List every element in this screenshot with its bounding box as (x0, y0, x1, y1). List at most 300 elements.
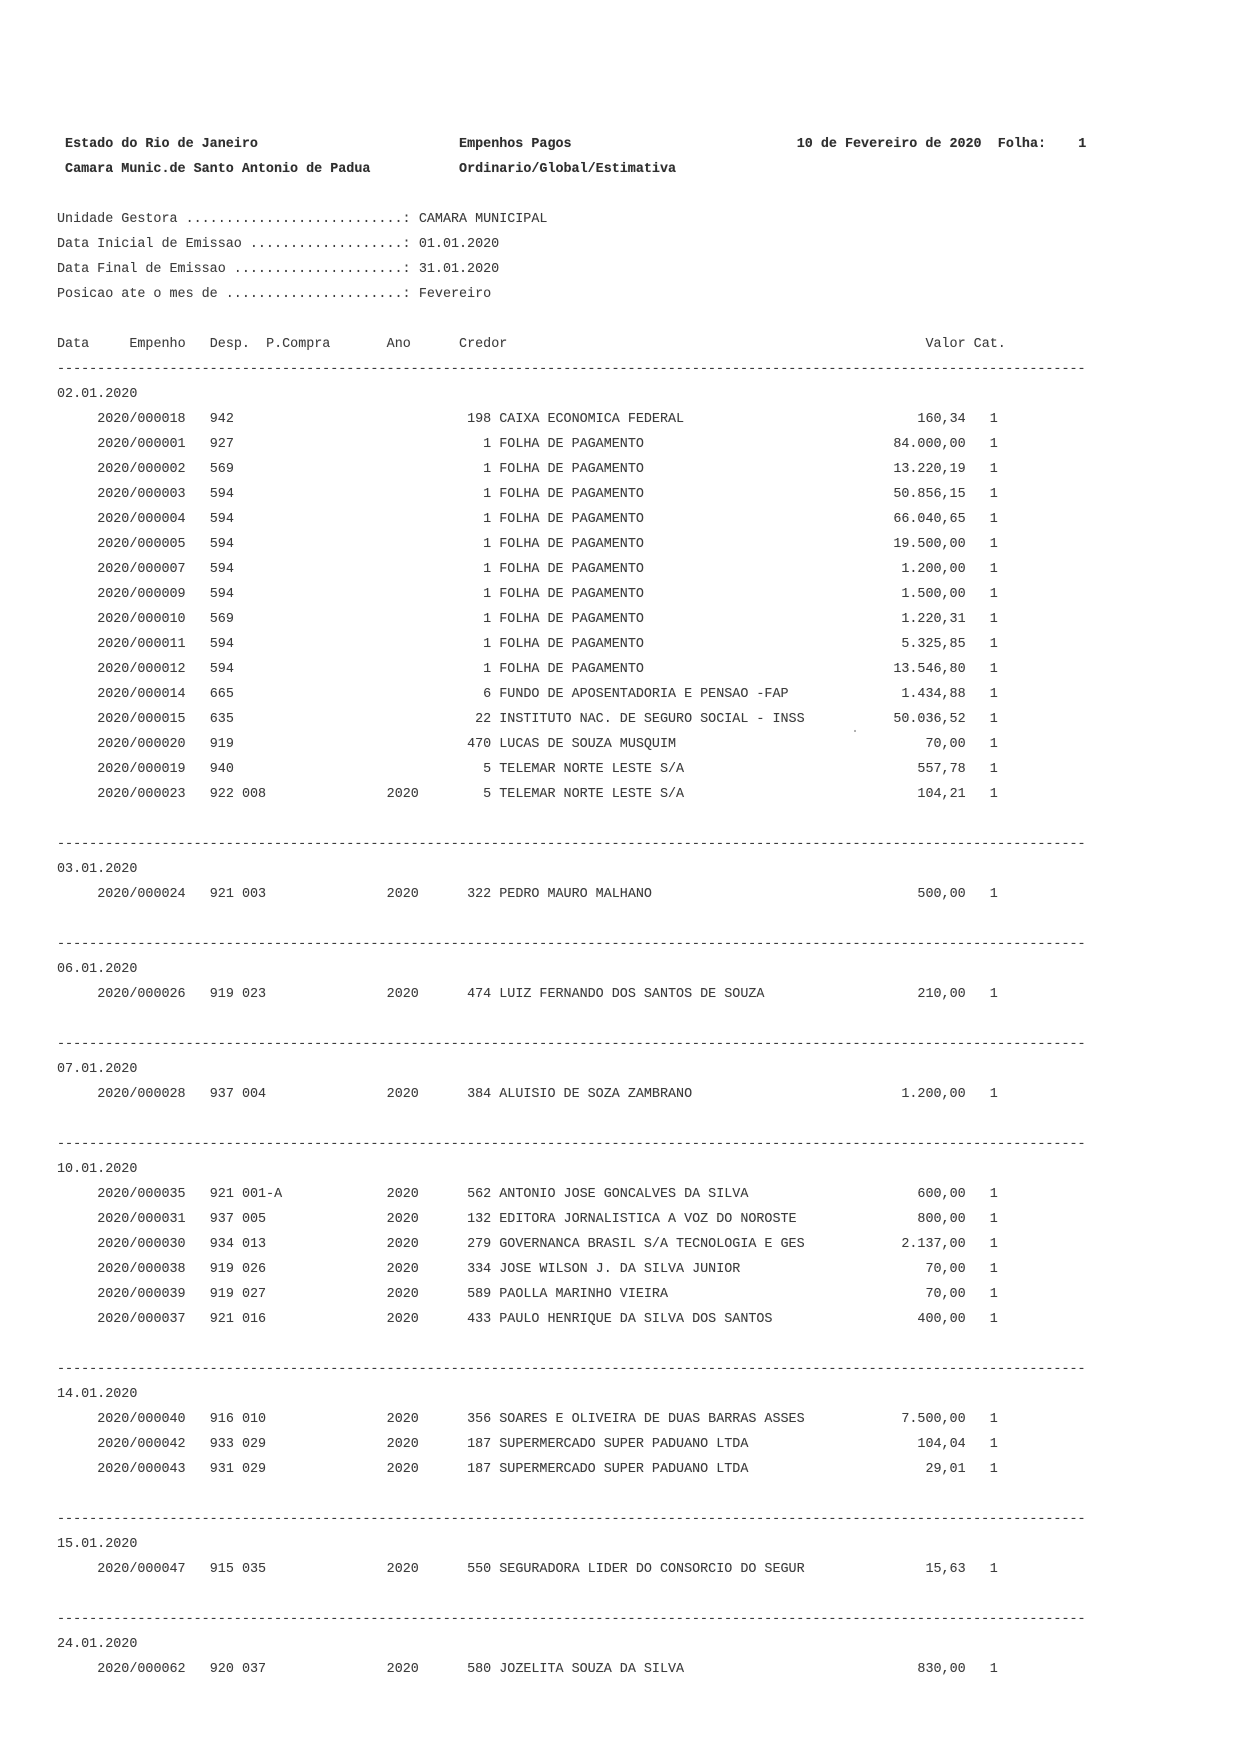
cat-cell: 1 (989, 1212, 998, 1227)
date-heading-line (0, 1632, 1240, 1657)
valor-cell: 70,00 (925, 737, 966, 752)
valor-cell: 800,00 (917, 1212, 966, 1227)
valor-cell: 70,00 (925, 1287, 966, 1302)
cat-cell: 1 (989, 1437, 998, 1452)
valor-cell: 400,00 (917, 1312, 966, 1327)
report-title: Empenhos Pagos (459, 137, 572, 152)
filter-label: Posicao ate o mes de ......................: (57, 287, 411, 302)
desp-cell: 594 (209, 587, 234, 602)
report-header-line-1 (0, 132, 1240, 157)
desp-cell: 594 (209, 512, 234, 527)
date-heading-line (0, 1057, 1240, 1082)
folha-number: 1 (1078, 137, 1087, 152)
credor-code-cell: 1 (483, 662, 492, 677)
pcompra-cell: 035 (241, 1562, 267, 1577)
cat-cell: 1 (989, 1562, 998, 1577)
table-row (0, 532, 1240, 557)
org-subname: Camara Munic.de Santo Antonio de Padua (65, 162, 371, 177)
empenho-cell: 2020/000047 (97, 1562, 186, 1577)
date-heading: 10.01.2020 (57, 1162, 138, 1177)
empenho-cell: 2020/000030 (97, 1237, 186, 1252)
col-desp: Desp. (209, 337, 250, 352)
cat-cell: 1 (989, 462, 998, 477)
empenho-cell: 2020/000012 (97, 662, 186, 677)
pcompra-cell: 016 (241, 1312, 267, 1327)
desp-cell: 933 (209, 1437, 234, 1452)
desp-cell: 919 (209, 1287, 234, 1302)
org-name: Estado do Rio de Janeiro (65, 137, 258, 152)
empenho-cell: 2020/000019 (97, 762, 186, 777)
valor-cell: 13.220,19 (893, 462, 966, 477)
table-row (0, 1432, 1240, 1457)
pcompra-cell: 023 (241, 987, 267, 1002)
table-row (0, 757, 1240, 782)
credor-name-cell: SEGURADORA LIDER DO CONSORCIO DO SEGUR (499, 1562, 805, 1577)
ano-cell: 2020 (386, 1287, 419, 1302)
credor-code-cell: 1 (483, 637, 492, 652)
filter-line (0, 282, 1240, 307)
cat-cell: 1 (989, 612, 998, 627)
credor-code-cell: 1 (483, 537, 492, 552)
table-row (0, 732, 1240, 757)
cat-cell: 1 (989, 637, 998, 652)
credor-code-cell: 384 (467, 1087, 492, 1102)
cat-cell: 1 (989, 587, 998, 602)
table-row (0, 1657, 1240, 1682)
table-row (0, 782, 1240, 807)
empenho-cell: 2020/000018 (97, 412, 186, 427)
pcompra-cell: 001-A (241, 1187, 283, 1202)
desp-cell: 919 (209, 737, 234, 752)
cat-cell: 1 (989, 987, 998, 1002)
cat-cell: 1 (989, 762, 998, 777)
desp-cell: 594 (209, 637, 234, 652)
rule-dashes: -------------------------------------------------------------------------------------------------------------------------------- (57, 837, 1086, 852)
credor-code-cell: 334 (467, 1262, 492, 1277)
empenho-cell: 2020/000062 (97, 1662, 186, 1677)
table-row (0, 407, 1240, 432)
credor-name-cell: JOZELITA SOUZA DA SILVA (499, 1662, 685, 1677)
valor-cell: 7.500,00 (901, 1412, 966, 1427)
empenho-cell: 2020/000037 (97, 1312, 186, 1327)
rule-dashes: -------------------------------------------------------------------------------------------------------------------------------- (57, 1137, 1086, 1152)
empenho-cell: 2020/000003 (97, 487, 186, 502)
filter-value: 31.01.2020 (418, 262, 500, 277)
desp-cell: 594 (209, 487, 234, 502)
credor-name-cell: LUCAS DE SOUZA MUSQUIM (499, 737, 677, 752)
date-heading: 15.01.2020 (57, 1537, 138, 1552)
cat-cell: 1 (989, 437, 998, 452)
credor-code-cell: 1 (483, 512, 492, 527)
table-row (0, 682, 1240, 707)
table-row (0, 1282, 1240, 1307)
table-row (0, 1182, 1240, 1207)
desp-cell: 919 (209, 1262, 234, 1277)
column-header (0, 332, 1240, 357)
desp-cell: 927 (209, 437, 234, 452)
credor-name-cell: SUPERMERCADO SUPER PADUANO LTDA (499, 1462, 749, 1477)
cat-cell: 1 (989, 487, 998, 502)
cat-cell: 1 (989, 562, 998, 577)
credor-name-cell: PAULO HENRIQUE DA SILVA DOS SANTOS (499, 1312, 773, 1327)
cat-cell: 1 (989, 512, 998, 527)
desp-cell: 920 (209, 1662, 234, 1677)
pcompra-cell: 029 (241, 1437, 267, 1452)
filter-label: Data Inicial de Emissao ...................: (57, 237, 411, 252)
credor-name-cell: CAIXA ECONOMICA FEDERAL (499, 412, 685, 427)
table-row (0, 632, 1240, 657)
cat-cell: 1 (989, 737, 998, 752)
empenho-cell: 2020/000001 (97, 437, 186, 452)
date-heading-line (0, 1382, 1240, 1407)
credor-name-cell: ANTONIO JOSE GONCALVES DA SILVA (499, 1187, 749, 1202)
date-heading: 02.01.2020 (57, 387, 138, 402)
credor-name-cell: PEDRO MAURO MALHANO (499, 887, 652, 902)
desp-cell: 915 (209, 1562, 234, 1577)
desp-cell: 919 (209, 987, 234, 1002)
date-heading: 03.01.2020 (57, 862, 138, 877)
credor-name-cell: TELEMAR NORTE LESTE S/A (499, 787, 685, 802)
valor-cell: 104,04 (917, 1437, 966, 1452)
date-heading: 07.01.2020 (57, 1062, 138, 1077)
valor-cell: 13.546,80 (893, 662, 966, 677)
credor-code-cell: 1 (483, 437, 492, 452)
credor-name-cell: FOLHA DE PAGAMENTO (499, 612, 644, 627)
valor-cell: 1.200,00 (901, 1087, 966, 1102)
horizontal-rule (0, 1032, 1240, 1057)
folha-label: Folha: (997, 137, 1047, 152)
empenho-cell: 2020/000024 (97, 887, 186, 902)
report-subtitle: Ordinario/Global/Estimativa (459, 162, 677, 177)
date-heading-line (0, 957, 1240, 982)
filter-label: Unidade Gestora ...........................: (57, 212, 411, 227)
valor-cell: 15,63 (925, 1562, 966, 1577)
filter-line (0, 257, 1240, 282)
empenho-cell: 2020/000035 (97, 1187, 186, 1202)
table-row (0, 1307, 1240, 1332)
rule-dashes: -------------------------------------------------------------------------------------------------------------------------------- (57, 1037, 1086, 1052)
valor-cell: 29,01 (925, 1462, 966, 1477)
ano-cell: 2020 (386, 1312, 419, 1327)
pcompra-cell: 037 (241, 1662, 267, 1677)
rule-dashes: -------------------------------------------------------------------------------------------------------------------------------- (57, 1362, 1086, 1377)
horizontal-rule (0, 1507, 1240, 1532)
cat-cell: 1 (989, 1312, 998, 1327)
credor-name-cell: FOLHA DE PAGAMENTO (499, 662, 644, 677)
empenho-cell: 2020/000042 (97, 1437, 186, 1452)
empenho-cell: 2020/000031 (97, 1212, 186, 1227)
desp-cell: 937 (209, 1087, 234, 1102)
desp-cell: 594 (209, 537, 234, 552)
cat-cell: 1 (989, 712, 998, 727)
credor-code-cell: 580 (467, 1662, 492, 1677)
ano-cell: 2020 (386, 1462, 419, 1477)
date-heading-line (0, 1532, 1240, 1557)
credor-name-cell: FOLHA DE PAGAMENTO (499, 537, 644, 552)
credor-name-cell: FOLHA DE PAGAMENTO (499, 437, 644, 452)
col-cat: Cat. (973, 337, 1006, 352)
valor-cell: 1.200,00 (901, 562, 966, 577)
filter-line (0, 232, 1240, 257)
filter-value: CAMARA MUNICIPAL (418, 212, 548, 227)
table-row (0, 982, 1240, 1007)
horizontal-rule (0, 1607, 1240, 1632)
col-credor: Credor (459, 337, 508, 352)
credor-name-cell: ALUISIO DE SOZA ZAMBRANO (499, 1087, 693, 1102)
valor-cell: 84.000,00 (893, 437, 966, 452)
cat-cell: 1 (989, 1287, 998, 1302)
ano-cell: 2020 (386, 887, 419, 902)
table-row (0, 1457, 1240, 1482)
empenho-cell: 2020/000040 (97, 1412, 186, 1427)
pcompra-cell: 004 (241, 1087, 267, 1102)
scan-artifact-dot: . (851, 722, 860, 737)
credor-code-cell: 1 (483, 462, 492, 477)
horizontal-rule (0, 932, 1240, 957)
desp-cell: 665 (209, 687, 234, 702)
ano-cell: 2020 (386, 987, 419, 1002)
cat-cell: 1 (989, 887, 998, 902)
empenho-cell: 2020/000007 (97, 562, 186, 577)
ano-cell: 2020 (386, 1437, 419, 1452)
credor-code-cell: 322 (467, 887, 492, 902)
desp-cell: 921 (209, 887, 234, 902)
report-header-line-2 (0, 157, 1240, 182)
valor-cell: 50.856,15 (893, 487, 966, 502)
empenho-cell: 2020/000011 (97, 637, 186, 652)
table-row (0, 657, 1240, 682)
cat-cell: 1 (989, 1237, 998, 1252)
table-row (0, 1407, 1240, 1432)
empenho-cell: 2020/000009 (97, 587, 186, 602)
ano-cell: 2020 (386, 1087, 419, 1102)
desp-cell: 937 (209, 1212, 234, 1227)
pcompra-cell: 010 (241, 1412, 267, 1427)
credor-name-cell: EDITORA JORNALISTICA A VOZ DO NOROSTE (499, 1212, 797, 1227)
col-empenho: Empenho (129, 337, 186, 352)
credor-code-cell: 6 (483, 687, 492, 702)
table-row (0, 882, 1240, 907)
credor-code-cell: 5 (483, 787, 492, 802)
credor-code-cell: 562 (467, 1187, 492, 1202)
credor-code-cell: 433 (467, 1312, 492, 1327)
credor-code-cell: 279 (467, 1237, 492, 1252)
cat-cell: 1 (989, 687, 998, 702)
empenho-cell: 2020/000020 (97, 737, 186, 752)
credor-code-cell: 198 (467, 412, 492, 427)
cat-cell: 1 (989, 537, 998, 552)
desp-cell: 942 (209, 412, 234, 427)
table-row (0, 1232, 1240, 1257)
empenho-cell: 2020/000043 (97, 1462, 186, 1477)
credor-name-cell: FOLHA DE PAGAMENTO (499, 487, 644, 502)
valor-cell: 210,00 (917, 987, 966, 1002)
valor-cell: 1.500,00 (901, 587, 966, 602)
rule-dashes: -------------------------------------------------------------------------------------------------------------------------------- (57, 362, 1086, 377)
table-row (0, 557, 1240, 582)
valor-cell: 19.500,00 (893, 537, 966, 552)
desp-cell: 921 (209, 1187, 234, 1202)
horizontal-rule (0, 832, 1240, 857)
ano-cell: 2020 (386, 1562, 419, 1577)
credor-code-cell: 132 (467, 1212, 492, 1227)
credor-name-cell: TELEMAR NORTE LESTE S/A (499, 762, 685, 777)
horizontal-rule (0, 357, 1240, 382)
ano-cell: 2020 (386, 1262, 419, 1277)
cat-cell: 1 (989, 662, 998, 677)
pcompra-cell: 029 (241, 1462, 267, 1477)
valor-cell: 160,34 (917, 412, 966, 427)
valor-cell: 70,00 (925, 1262, 966, 1277)
ano-cell: 2020 (386, 1412, 419, 1427)
credor-name-cell: FOLHA DE PAGAMENTO (499, 462, 644, 477)
date-heading-line (0, 1157, 1240, 1182)
table-row (0, 507, 1240, 532)
credor-name-cell: GOVERNANCA BRASIL S/A TECNOLOGIA E GES (499, 1237, 805, 1252)
date-heading: 14.01.2020 (57, 1387, 138, 1402)
filter-value: 01.01.2020 (418, 237, 500, 252)
valor-cell: 1.220,31 (901, 612, 966, 627)
desp-cell: 916 (209, 1412, 234, 1427)
pcompra-cell: 027 (241, 1287, 267, 1302)
ano-cell: 2020 (386, 1237, 419, 1252)
credor-code-cell: 1 (483, 487, 492, 502)
valor-cell: 66.040,65 (893, 512, 966, 527)
table-row (0, 1557, 1240, 1582)
credor-name-cell: SUPERMERCADO SUPER PADUANO LTDA (499, 1437, 749, 1452)
empenho-cell: 2020/000002 (97, 462, 186, 477)
desp-cell: 940 (209, 762, 234, 777)
pcompra-cell: 013 (241, 1237, 267, 1252)
table-row (0, 582, 1240, 607)
ano-cell: 2020 (386, 787, 419, 802)
credor-name-cell: LUIZ FERNANDO DOS SANTOS DE SOUZA (499, 987, 765, 1002)
ano-cell: 2020 (386, 1187, 419, 1202)
pcompra-cell: 008 (241, 787, 267, 802)
credor-code-cell: 356 (467, 1412, 492, 1427)
desp-cell: 569 (209, 612, 234, 627)
table-row (0, 1207, 1240, 1232)
cat-cell: 1 (989, 1662, 998, 1677)
desp-cell: 931 (209, 1462, 234, 1477)
desp-cell: 921 (209, 1312, 234, 1327)
empenho-cell: 2020/000004 (97, 512, 186, 527)
rule-dashes: -------------------------------------------------------------------------------------------------------------------------------- (57, 1512, 1086, 1527)
table-row (0, 707, 1240, 732)
col-data: Data (57, 337, 90, 352)
credor-name-cell: SOARES E OLIVEIRA DE DUAS BARRAS ASSES (499, 1412, 805, 1427)
desp-cell: 569 (209, 462, 234, 477)
filter-label: Data Final de Emissao .....................: (57, 262, 411, 277)
credor-name-cell: INSTITUTO NAC. DE SEGURO SOCIAL - INSS (499, 712, 805, 727)
desp-cell: 934 (209, 1237, 234, 1252)
valor-cell: 104,21 (917, 787, 966, 802)
credor-code-cell: 187 (467, 1437, 492, 1452)
empenho-cell: 2020/000005 (97, 537, 186, 552)
desp-cell: 922 (209, 787, 234, 802)
desp-cell: 594 (209, 562, 234, 577)
credor-code-cell: 474 (467, 987, 492, 1002)
valor-cell: 500,00 (917, 887, 966, 902)
table-row (0, 457, 1240, 482)
valor-cell: 600,00 (917, 1187, 966, 1202)
table-row (0, 607, 1240, 632)
credor-name-cell: FUNDO DE APOSENTADORIA E PENSAO -FAP (499, 687, 789, 702)
filter-value: Fevereiro (418, 287, 492, 302)
date-heading: 06.01.2020 (57, 962, 138, 977)
cat-cell: 1 (989, 787, 998, 802)
credor-code-cell: 470 (467, 737, 492, 752)
table-row (0, 432, 1240, 457)
date-heading-line (0, 382, 1240, 407)
empenho-cell: 2020/000038 (97, 1262, 186, 1277)
col-pcompra: P.Compra (266, 337, 331, 352)
empenho-cell: 2020/000023 (97, 787, 186, 802)
credor-code-cell: 187 (467, 1462, 492, 1477)
rule-dashes: -------------------------------------------------------------------------------------------------------------------------------- (57, 937, 1086, 952)
credor-code-cell: 1 (483, 612, 492, 627)
desp-cell: 635 (209, 712, 234, 727)
cat-cell: 1 (989, 412, 998, 427)
credor-name-cell: FOLHA DE PAGAMENTO (499, 637, 644, 652)
credor-name-cell: JOSE WILSON J. DA SILVA JUNIOR (499, 1262, 741, 1277)
col-valor: Valor (925, 337, 966, 352)
empenho-cell: 2020/000026 (97, 987, 186, 1002)
credor-code-cell: 1 (483, 562, 492, 577)
cat-cell: 1 (989, 1187, 998, 1202)
ano-cell: 2020 (386, 1212, 419, 1227)
date-heading-line (0, 857, 1240, 882)
cat-cell: 1 (989, 1262, 998, 1277)
rule-dashes: -------------------------------------------------------------------------------------------------------------------------------- (57, 1612, 1086, 1627)
empenho-cell: 2020/000015 (97, 712, 186, 727)
valor-cell: 5.325,85 (901, 637, 966, 652)
empenho-cell: 2020/000010 (97, 612, 186, 627)
pcompra-cell: 003 (241, 887, 267, 902)
valor-cell: 2.137,00 (901, 1237, 966, 1252)
credor-name-cell: FOLHA DE PAGAMENTO (499, 512, 644, 527)
date-heading: 24.01.2020 (57, 1637, 138, 1652)
credor-code-cell: 550 (467, 1562, 492, 1577)
cat-cell: 1 (989, 1087, 998, 1102)
cat-cell: 1 (989, 1412, 998, 1427)
valor-cell: 50.036,52 (893, 712, 966, 727)
empenho-cell: 2020/000014 (97, 687, 186, 702)
credor-code-cell: 1 (483, 587, 492, 602)
desp-cell: 594 (209, 662, 234, 677)
empenho-cell: 2020/000039 (97, 1287, 186, 1302)
valor-cell: 1.434,88 (901, 687, 966, 702)
credor-code-cell: 5 (483, 762, 492, 777)
col-ano: Ano (386, 337, 411, 352)
pcompra-cell: 026 (241, 1262, 267, 1277)
emission-date: 10 de Fevereiro de 2020 (796, 137, 982, 152)
credor-code-cell: 22 (475, 712, 492, 727)
table-row (0, 1082, 1240, 1107)
credor-name-cell: FOLHA DE PAGAMENTO (499, 562, 644, 577)
credor-name-cell: FOLHA DE PAGAMENTO (499, 587, 644, 602)
pcompra-cell: 005 (241, 1212, 267, 1227)
credor-code-cell: 589 (467, 1287, 492, 1302)
cat-cell: 1 (989, 1462, 998, 1477)
credor-name-cell: PAOLLA MARINHO VIEIRA (499, 1287, 668, 1302)
horizontal-rule (0, 1357, 1240, 1382)
horizontal-rule (0, 1132, 1240, 1157)
valor-cell: 830,00 (917, 1662, 966, 1677)
table-row (0, 1257, 1240, 1282)
table-row (0, 482, 1240, 507)
ano-cell: 2020 (386, 1662, 419, 1677)
